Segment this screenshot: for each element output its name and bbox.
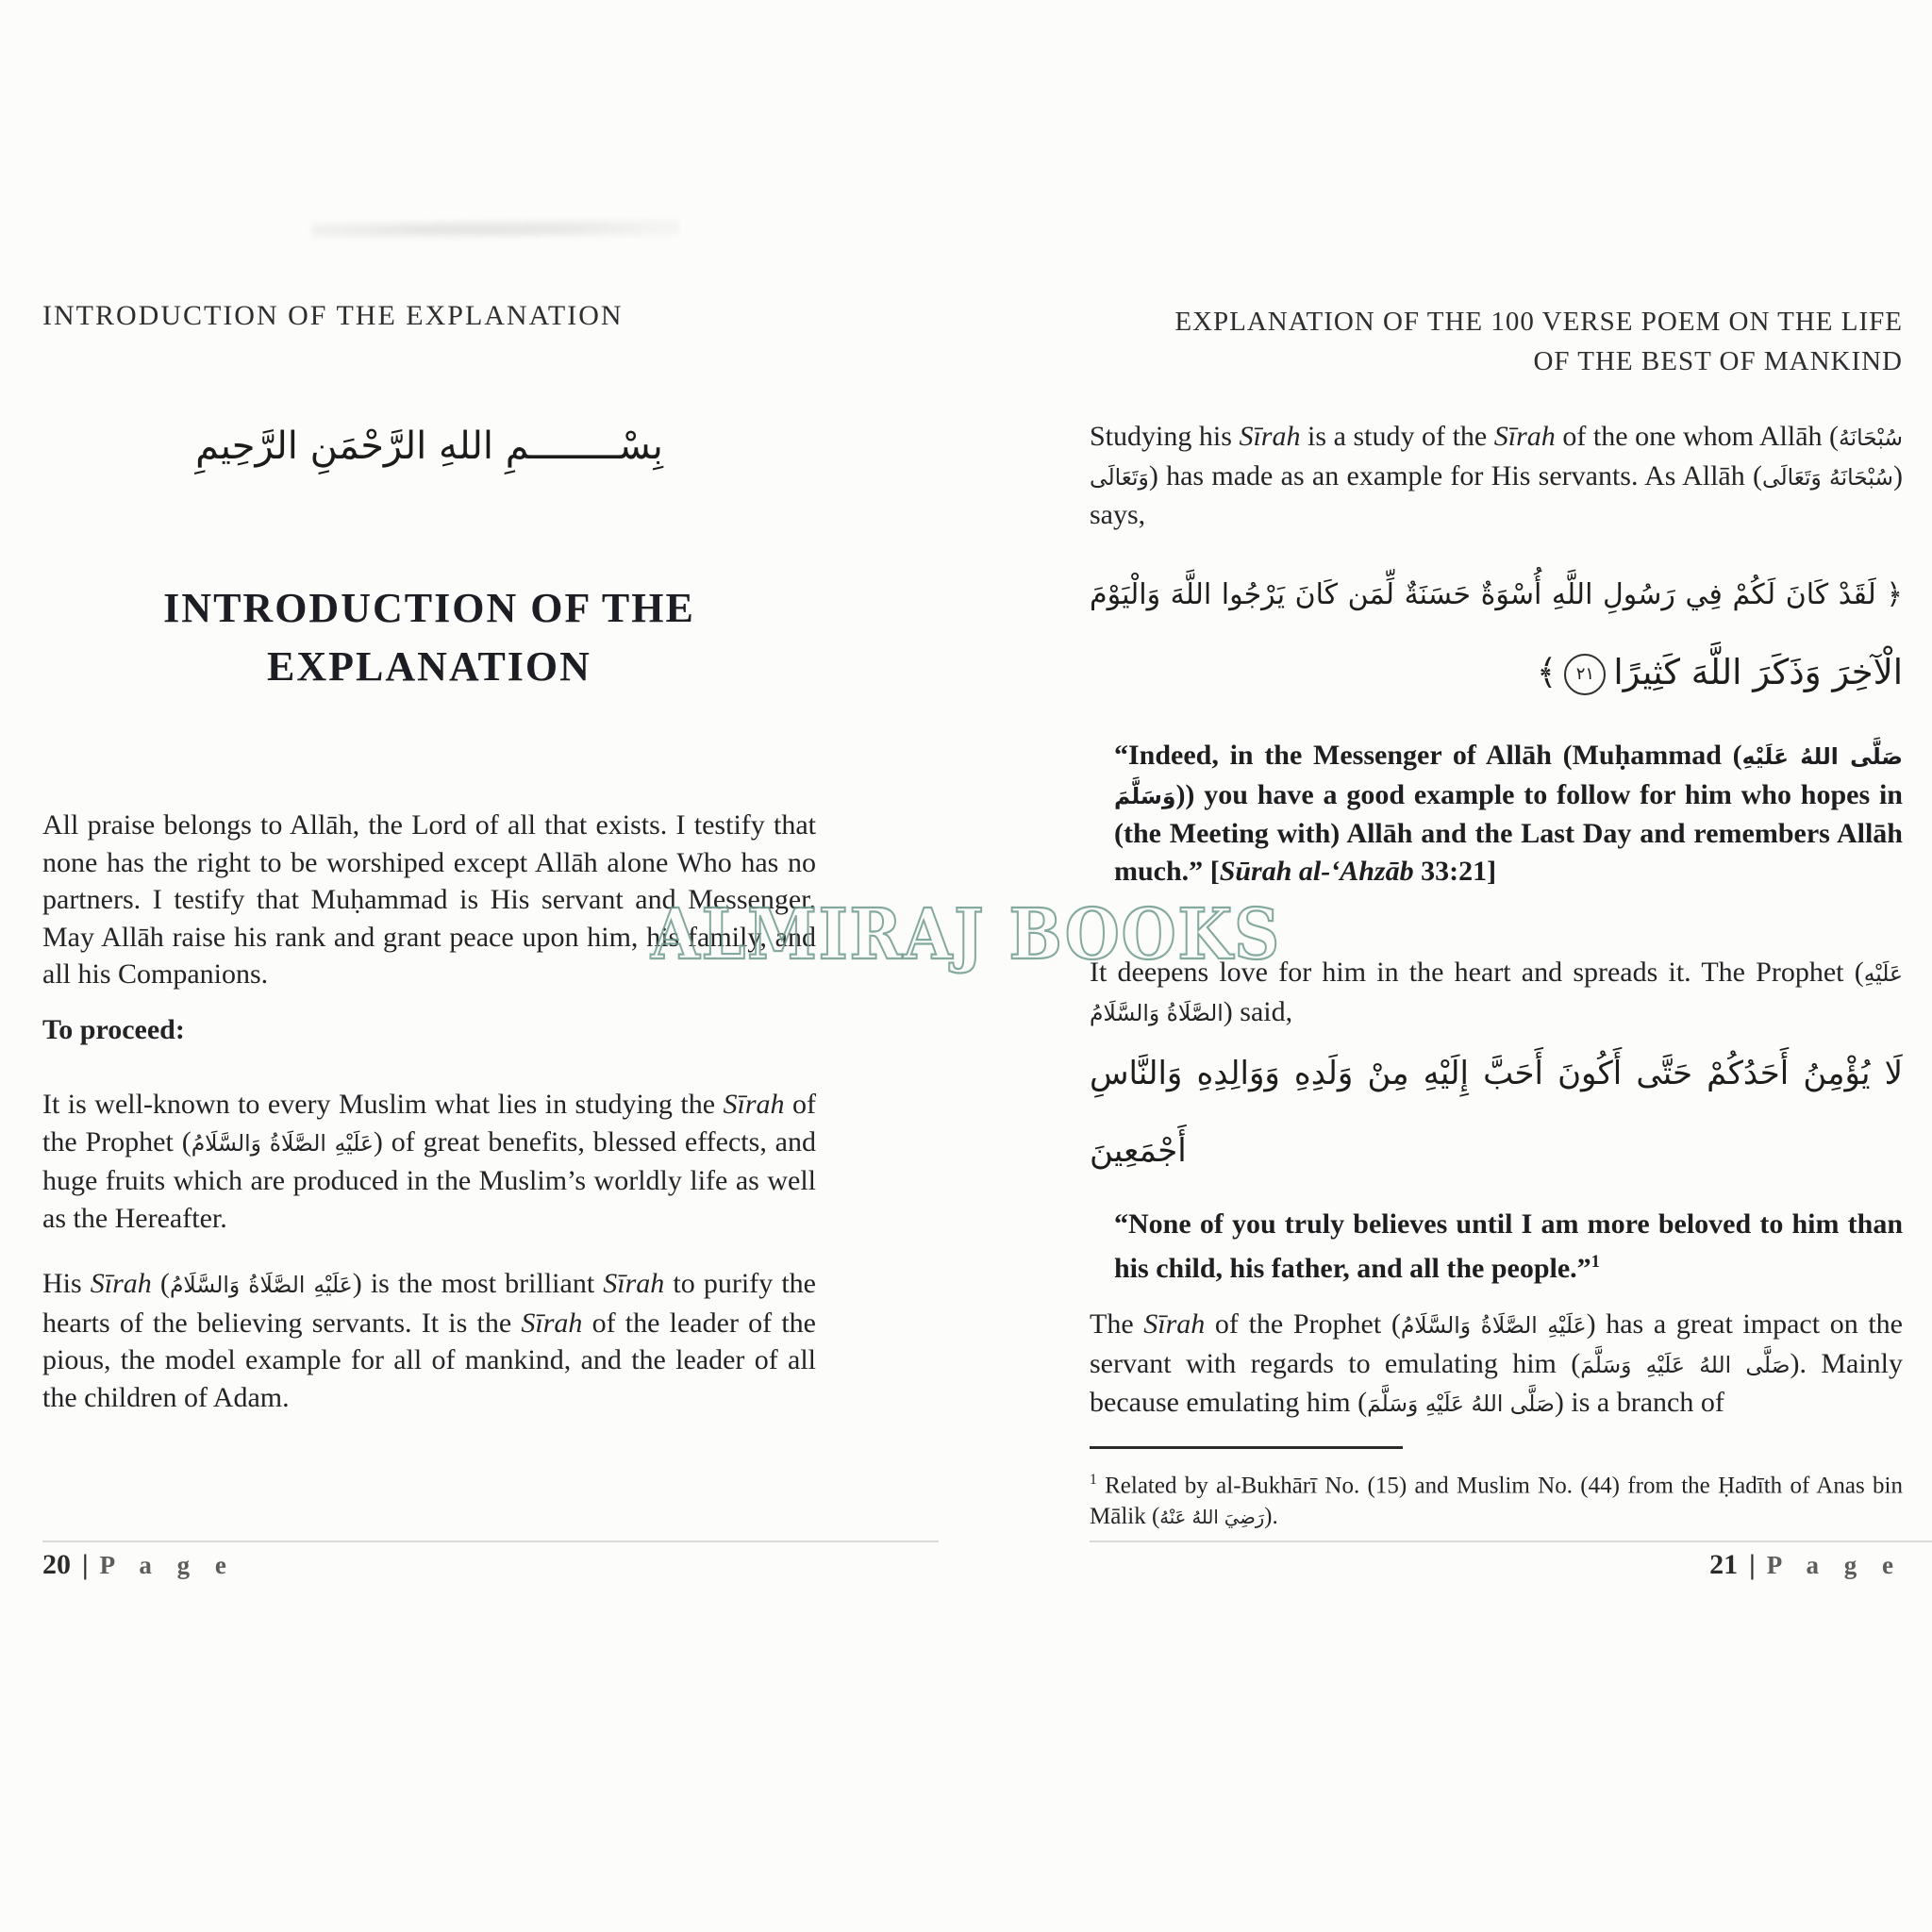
left-page-footer <box>42 1549 816 1581</box>
to-proceed-heading: To proceed: <box>42 1014 185 1045</box>
right-page-footer <box>1090 1549 1903 1581</box>
right-running-header <box>1090 302 1903 381</box>
chapter-title-line2: EXPLANATION <box>267 643 591 690</box>
hadith-arabic-line1: لَا يُؤْمِنُ أَحَدُكُمْ حَتَّى أَكُونَ أَحَبَّ إِلَيْهِ مِنْ وَلَدِهِ وَوَالِدِهِ وَالنَّاسِ <box>1090 1055 1903 1092</box>
right-footer-hairline <box>1090 1541 1932 1542</box>
hadith-translation-quote: “None of you truly believes until I am more beloved to him than his child, his father, and all the people.”$^1$ <box>1114 1208 1903 1284</box>
quran-verse-line2-text: الْآخِرَ وَذَكَرَ اللَّهَ كَثِيرًا <box>1613 652 1903 692</box>
almiraj-books-watermark: ALMIRAJ BOOKS <box>650 894 1282 975</box>
footnote-bukhari-muslim: $^1$ Related by al-Bukhārī No. (15) and Muslim No. (44) from the Ḥadīth of Anas bin Mālik (رَضِيَ اللهُ عَنْهُ). <box>1090 1472 1903 1530</box>
quran-verse-line2 <box>1090 634 1903 711</box>
quran-verse-line1: ﴿ لَقَدْ كَانَ لَكُمْ فِي رَسُولِ اللَّهِ أُسْوَةٌ حَسَنَةٌ لِّمَن كَانَ يَرْجُوا اللَّهَ وَالْيَوْمَ <box>1090 578 1903 611</box>
ayah-number-marker <box>1564 654 1606 695</box>
footnote-separator-rule <box>1090 1446 1403 1449</box>
verse-closing-bracket: ﴾ <box>1536 652 1557 692</box>
bismillah-calligraphy: بِسْــــــــمِ اللهِ الرَّحْمَنِ الرَّحِيمِ <box>195 425 663 468</box>
right-page-number: 21 <box>1709 1549 1739 1580</box>
chapter-title <box>42 579 816 696</box>
hadith-arabic-line2: أَجْمَعِينَ <box>1090 1132 1187 1170</box>
left-footer-label: P a g e <box>99 1551 236 1579</box>
paragraph-sirah-brilliant: His Sīrah (عَلَيْهِ الصَّلَاةُ وَالسَّلَامُ) is the most brilliant Sīrah to purify the hearts of the believing servants. It is the Sīrah of the leader of the pious, the model example for all of mankind, and the leader of all the children of Adam. <box>42 1268 816 1413</box>
paragraph-praise: All praise belongs to Allāh, the Lord of all that exists. I testify that none has the right to be worshiped except Allāh alone Who has no partners. I testify that Muḥammad is His servant and Messenger. May Allāh raise his rank and grant peace upon him, his family, and all his Companions. <box>42 809 816 990</box>
right-footer-separator: | <box>1749 1549 1756 1580</box>
left-page-number: 20 <box>42 1549 71 1580</box>
left-footer-separator: | <box>82 1549 89 1580</box>
right-footer-label: P a g e <box>1766 1551 1903 1579</box>
left-footer-hairline <box>42 1541 939 1542</box>
right-running-header-line2: OF THE BEST OF MANKIND <box>1533 346 1903 376</box>
left-running-header: INTRODUCTION OF THE EXPLANATION <box>42 300 624 331</box>
paragraph-deepens-love: It deepens love for him in the heart and spreads it. The Prophet (عَلَيْهِ الصَّلَاةُ وَالسَّلَامُ) said, <box>1090 957 1903 1027</box>
ayah-number: ٢١ <box>1575 663 1595 684</box>
quran-verse-block <box>1090 557 1903 711</box>
right-running-header-line1: EXPLANATION OF THE 100 VERSE POEM ON THE LIFE <box>1174 307 1903 337</box>
paragraph-great-impact: The Sīrah of the Prophet (عَلَيْهِ الصَّلَاةُ وَالسَّلَامُ) has a great impact on the servant with regards to emulating him (صَلَّى اللهُ عَلَيْهِ وَسَلَّمَ). Mainly because emulating him (صَلَّى اللهُ عَلَيْهِ وَسَلَّمَ) is a branch of <box>1090 1308 1903 1418</box>
verse-translation-quote: “Indeed, in the Messenger of Allāh (Muḥammad (صَلَّى اللهُ عَلَيْهِ وَسَلَّمَ)) you have a good example to follow for him who hopes in (the Meeting with) Allāh and the Last Day and remembers Allāh much.” [Sūrah al-‘Ahzāb 33:21] <box>1114 740 1903 887</box>
paragraph-studying-sirah: Studying his Sīrah is a study of the Sīrah of the one whom Allāh (سُبْحَانَهُ وَتَعَالَى) has made as an example for His servants. As Allāh (سُبْحَانَهُ وَتَعَالَى) says, <box>1090 421 1903 530</box>
chapter-title-line1: INTRODUCTION OF THE <box>163 585 695 631</box>
paragraph-sirah-benefits: It is well-known to every Muslim what lies in studying the Sīrah of the Prophet (عَلَيْهِ الصَّلَاةُ وَالسَّلَامُ) of great benefits, blessed effects, and huge fruits which are produced in the Muslim’s worldly life as well as the Hereafter. <box>42 1089 816 1234</box>
